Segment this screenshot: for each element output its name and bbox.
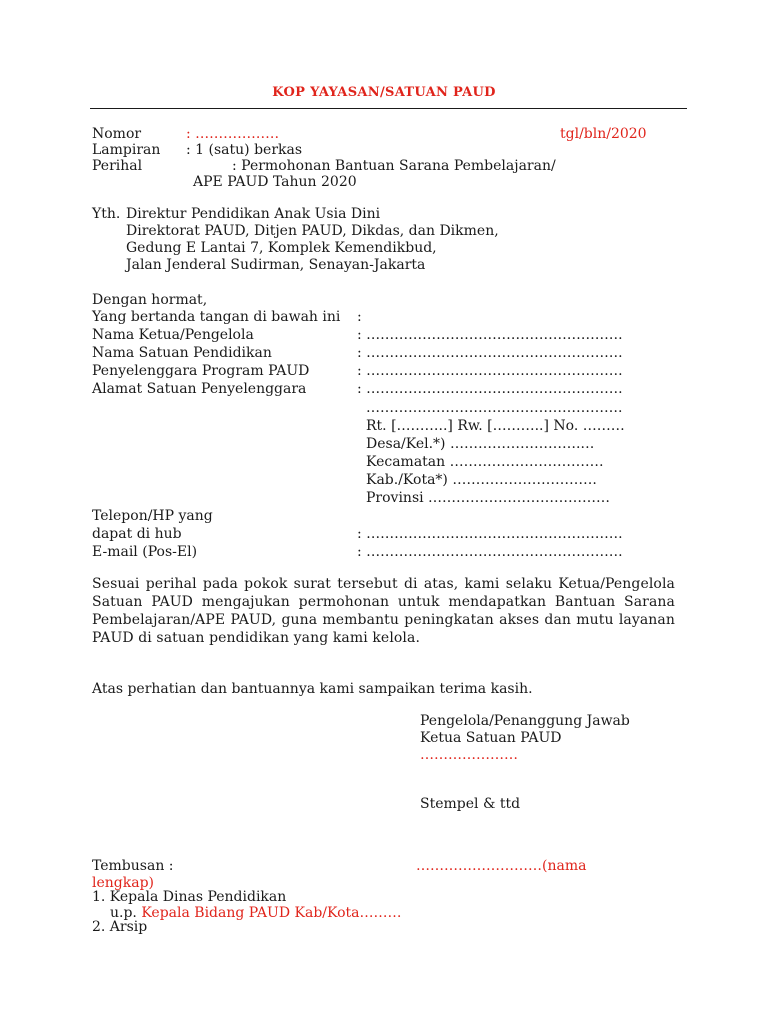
recipient-prefix: Yth. <box>92 206 121 222</box>
intro-line: Yang bertanda tangan di bawah ini <box>92 309 341 325</box>
tembusan-label: Tembusan : <box>92 858 174 874</box>
recipient-line3: Gedung E Lantai 7, Komplek Kemendikbud, <box>126 240 437 256</box>
address-kab: Kab./Kota*) …………………………. <box>366 472 597 488</box>
perihal-value-line1: : Permohonan Bantuan Sarana Pembelajaran/ <box>232 158 556 174</box>
address-desa: Desa/Kel.*) ……………………….… <box>366 436 595 452</box>
nomor-value: : ……………… <box>186 126 280 142</box>
perihal-label: Perihal <box>92 158 143 174</box>
tembusan-item1: 1. Kepala Dinas Pendidikan <box>92 889 287 905</box>
address-provinsi: Provinsi ………………………………… <box>366 490 611 506</box>
field-label-penyelenggara: Penyelenggara Program PAUD <box>92 363 310 379</box>
closing-line: Atas perhatian dan bantuannya kami sampaikan terima kasih. <box>92 681 533 697</box>
greeting: Dengan hormat, <box>92 292 208 308</box>
field-label-email: E-mail (Pos-El) <box>92 544 198 560</box>
letterhead-title: KOP YAYASAN/SATUAN PAUD <box>272 85 496 100</box>
recipient-line2: Direktorat PAUD, Ditjen PAUD, Dikdas, dan Dikmen, <box>126 223 499 239</box>
field-dots-email: : ………………………………………………. <box>357 544 623 560</box>
field-label-ketua: Nama Ketua/Pengelola <box>92 327 254 343</box>
body-paragraph: Sesuai perihal pada pokok surat tersebut di atas, kami selaku Ketua/Pengelola Satuan PAUD mengajukan permohonan untuk mendapatkan Bantuan Sarana Pembelajaran/APE PAUD, guna membantu peningkatan akses dan mutu layanan PAUD di satuan pendidikan yang kami kelola. <box>92 576 675 646</box>
field-label-alamat: Alamat Satuan Penyelenggara <box>92 381 307 397</box>
field-dots-satuan: : ………………………………………………. <box>357 345 623 361</box>
field-dots-ketua: : ………………………………………………. <box>357 327 623 343</box>
lampiran-label: Lampiran <box>92 142 161 158</box>
name-placeholder-cont: lengkap) <box>92 875 154 891</box>
field-dots-telepon: : ………………………………………………. <box>357 526 623 542</box>
stempel-label: Stempel & ttd <box>420 796 521 812</box>
name-placeholder: ………………………(nama <box>416 858 587 874</box>
signature-role2: Ketua Satuan PAUD <box>420 730 562 746</box>
intro-colon: : <box>357 309 362 325</box>
up-recipient: Kepala Bidang PAUD Kab/Kota……… <box>141 905 402 921</box>
lampiran-value: : 1 (satu) berkas <box>186 142 303 158</box>
field-label-telepon-2: dapat di hub <box>92 526 182 542</box>
recipient-line1: Direktur Pendidikan Anak Usia Dini <box>126 206 381 222</box>
signature-role1: Pengelola/Penanggung Jawab <box>420 713 630 729</box>
field-dots-alamat-2: ………………………………………………. <box>366 400 623 416</box>
letter-date: tgl/bln/2020 <box>560 126 647 142</box>
address-rt-rw: Rt. [………..] Rw. [………..] No. ……… <box>366 418 625 434</box>
field-label-telepon-1: Telepon/HP yang <box>92 508 213 524</box>
signature-dots: ………………… <box>420 747 518 763</box>
address-kecamatan: Kecamatan …………………………… <box>366 454 604 470</box>
tembusan-item2: 2. Arsip <box>92 919 148 935</box>
perihal-value-line2: APE PAUD Tahun 2020 <box>193 174 357 190</box>
field-dots-penyelenggara: : ………………………………………………. <box>357 363 623 379</box>
up-prefix: u.p. <box>110 905 137 921</box>
recipient-line4: Jalan Jenderal Sudirman, Senayan-Jakarta <box>126 257 426 273</box>
nomor-label: Nomor <box>92 126 142 142</box>
tembusan-item1-up <box>110 904 402 922</box>
field-label-satuan: Nama Satuan Pendidikan <box>92 345 272 361</box>
field-dots-alamat: : ………………………………………………. <box>357 381 623 397</box>
header-rule <box>90 108 687 109</box>
